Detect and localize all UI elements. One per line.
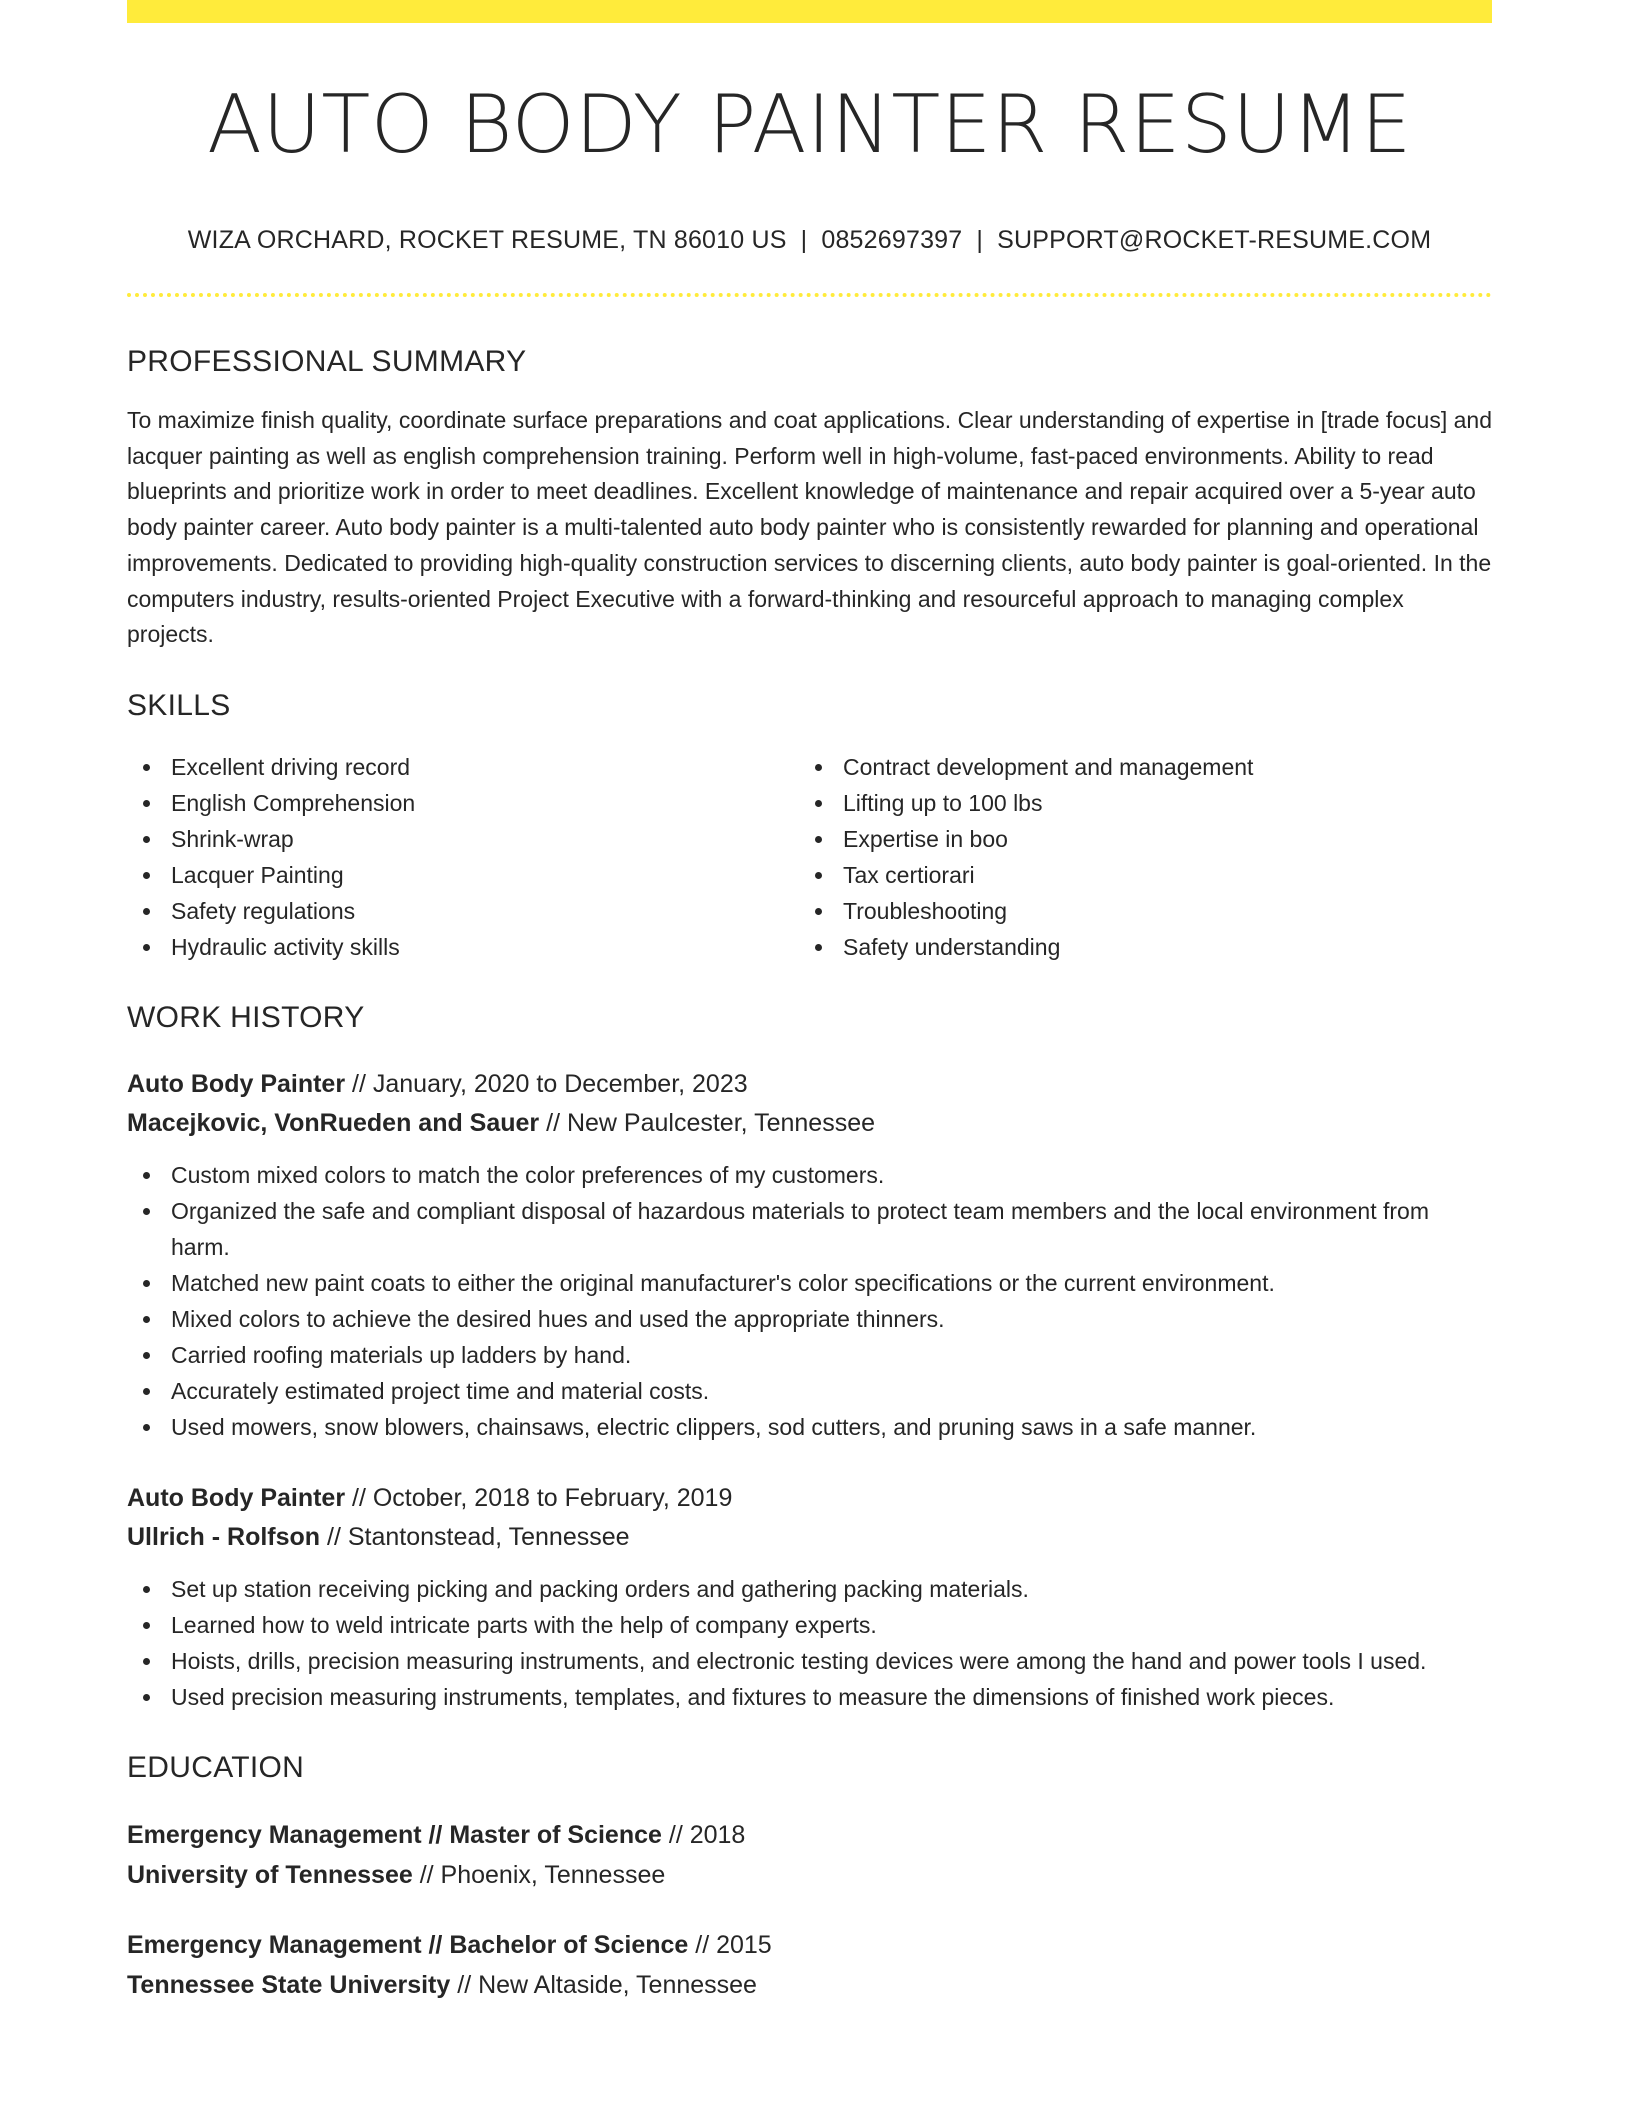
- degree-line: [127, 1815, 1492, 1855]
- school-location: // New Altaside, Tennessee: [450, 1970, 757, 1999]
- duty-item: Set up station receiving picking and packing orders and gathering packing materials.: [127, 1571, 1492, 1607]
- skill-item: Contract development and management: [799, 749, 1471, 785]
- degree-year: // 2018: [661, 1820, 746, 1849]
- school-name: University of Tennessee: [127, 1860, 413, 1889]
- skills-heading: SKILLS: [127, 688, 231, 722]
- skill-item: Lifting up to 100 lbs: [799, 785, 1471, 821]
- school-line: [127, 1965, 1492, 2005]
- skill-item: Expertise in boo: [799, 821, 1471, 857]
- contact-email: SUPPORT@ROCKET-RESUME.COM: [997, 226, 1432, 254]
- skill-item: Shrink-wrap: [127, 821, 799, 857]
- job-dates: // January, 2020 to December, 2023: [345, 1069, 748, 1098]
- duty-item: Accurately estimated project time and material costs.: [127, 1373, 1492, 1409]
- duty-item: Organized the safe and compliant disposal of hazardous materials to protect team members and the local environment from harm.: [127, 1193, 1492, 1265]
- job-title: Auto Body Painter: [127, 1069, 346, 1098]
- skill-item: Tax certiorari: [799, 857, 1471, 893]
- job-dates: // October, 2018 to February, 2019: [345, 1483, 733, 1512]
- job-location: // Stantonstead, Tennessee: [320, 1522, 630, 1551]
- work-history-heading: WORK HISTORY: [127, 1000, 365, 1034]
- duty-item: Used precision measuring instruments, templates, and fixtures to measure the dimensions of finished work pieces.: [127, 1679, 1492, 1715]
- job-title: Auto Body Painter: [127, 1483, 346, 1512]
- job-duties: [127, 1157, 1492, 1445]
- skill-item: Safety understanding: [799, 929, 1471, 965]
- duty-item: Custom mixed colors to match the color preferences of my customers.: [127, 1157, 1492, 1193]
- resume-page: [127, 0, 1492, 2005]
- summary-heading: PROFESSIONAL SUMMARY: [127, 345, 527, 378]
- degree-year: // 2015: [688, 1930, 772, 1959]
- degree-line: [127, 1925, 1492, 1965]
- skill-item: Lacquer Painting: [127, 857, 799, 893]
- job-company: Ullrich - Rolfson: [127, 1522, 321, 1551]
- job-title-line: [127, 1065, 1492, 1104]
- education-entry: [127, 1925, 1492, 2005]
- job-duties: [127, 1571, 1492, 1715]
- duty-item: Learned how to weld intricate parts with the help of company experts.: [127, 1607, 1492, 1643]
- education-entry: [127, 1815, 1492, 1895]
- summary-text: To maximize finish quality, coordinate surface preparations and coat applications. Clear understanding of expertise in [trade focus] and lacquer painting as well as english comprehension training. Perform well in high-volume, fast-paced environments. Ability to read blueprints and prioritize work in order to meet deadlines. Excellent knowledge of maintenance and repair acquired over a 5-year auto body painter career. Auto body painter is a multi-talented auto body painter who is consistently rewarded for planning and operational improvements. Dedicated to providing high-quality construction services to discerning clients, auto body painter is goal-oriented. In the computers industry, results-oriented Project Executive with a forward-thinking and resourceful approach to managing complex projects.: [127, 407, 1493, 648]
- contact-line: [127, 228, 1492, 253]
- school-line: [127, 1855, 1492, 1895]
- skills-right-column: [799, 749, 1471, 965]
- school-location: // Phoenix, Tennessee: [412, 1860, 666, 1889]
- job-entry: [127, 1479, 1492, 1715]
- dotted-divider: [127, 293, 1492, 297]
- duty-item: Hoists, drills, precision measuring instruments, and electronic testing devices were among the hand and power tools I used.: [127, 1643, 1492, 1679]
- contact-phone: 0852697397: [821, 226, 963, 254]
- skill-item: Excellent driving record: [127, 749, 799, 785]
- skill-item: Troubleshooting: [799, 893, 1471, 929]
- resume-title: AUTO BODY PAINTER RESUME: [207, 78, 1412, 171]
- skill-item: Hydraulic activity skills: [127, 929, 799, 965]
- skill-item: Safety regulations: [127, 893, 799, 929]
- job-title-line: [127, 1479, 1492, 1518]
- job-company-line: [127, 1518, 1492, 1557]
- accent-top-bar: [127, 0, 1492, 23]
- contact-separator: |: [800, 226, 808, 254]
- job-entry: [127, 1065, 1492, 1445]
- skill-item: English Comprehension: [127, 785, 799, 821]
- job-company-line: [127, 1104, 1492, 1143]
- skills-left-column: [127, 749, 799, 965]
- skills-grid: [127, 749, 1492, 965]
- job-location: // New Paulcester, Tennessee: [539, 1108, 876, 1137]
- contact-address: WIZA ORCHARD, ROCKET RESUME, TN 86010 US: [187, 226, 787, 254]
- duty-item: Matched new paint coats to either the original manufacturer's color specifications or the current environment.: [127, 1265, 1492, 1301]
- degree-name: Emergency Management // Bachelor of Science: [127, 1930, 689, 1959]
- school-name: Tennessee State University: [127, 1970, 451, 1999]
- job-company: Macejkovic, VonRueden and Sauer: [127, 1108, 540, 1137]
- degree-name: Emergency Management // Master of Science: [127, 1820, 662, 1849]
- contact-separator: |: [976, 226, 984, 254]
- duty-item: Carried roofing materials up ladders by hand.: [127, 1337, 1492, 1373]
- education-heading: EDUCATION: [127, 1750, 305, 1784]
- duty-item: Used mowers, snow blowers, chainsaws, electric clippers, sod cutters, and pruning saws in a safe manner.: [127, 1409, 1492, 1445]
- duty-item: Mixed colors to achieve the desired hues and used the appropriate thinners.: [127, 1301, 1492, 1337]
